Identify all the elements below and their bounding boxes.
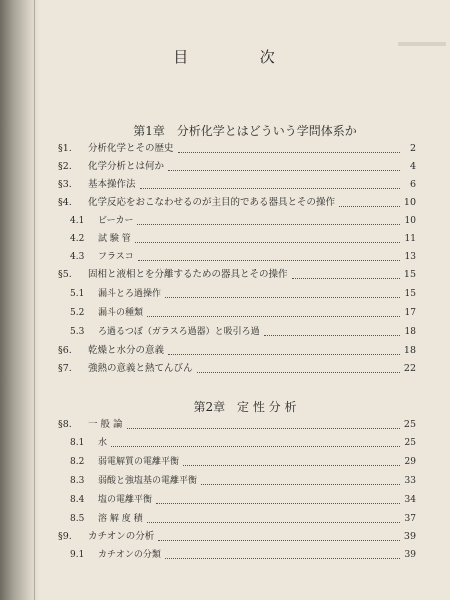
chapter-number: 第2章 xyxy=(193,400,226,414)
entry-number: 8.4 xyxy=(70,495,85,505)
entry-page: 2 xyxy=(409,143,416,154)
toc-subentry xyxy=(70,306,416,320)
entry-number: §8. xyxy=(58,419,72,430)
entry-number: 4.2 xyxy=(70,234,85,244)
entry-page: 33 xyxy=(404,476,416,486)
entry-title: 固相と液相とを分離するための器具とその操作 xyxy=(88,269,288,280)
entry-title: 基本操作法 xyxy=(88,179,136,190)
entry-title: 溶 解 度 積 xyxy=(98,514,143,524)
entry-page: 18 xyxy=(403,345,416,356)
toc-subentry xyxy=(70,548,416,562)
entry-number: 5.2 xyxy=(70,308,85,318)
entry-page: 39 xyxy=(403,531,416,542)
toc-entry xyxy=(58,160,416,174)
entry-title: カチオンの分析 xyxy=(88,531,155,542)
entry-title: ろ過るつぼ（ガラスろ過器）と吸引ろ過 xyxy=(98,327,260,337)
entry-number: 5.1 xyxy=(70,289,85,299)
toc-entry xyxy=(58,530,416,544)
entry-title: 一 般 論 xyxy=(88,419,123,430)
entry-page: 18 xyxy=(404,327,416,337)
entry-title: 漏斗の種類 xyxy=(98,308,144,318)
dot-leader xyxy=(127,427,400,429)
entry-number: 5.3 xyxy=(70,327,85,337)
toc-entry xyxy=(58,362,416,376)
entry-page: 11 xyxy=(404,234,416,244)
dot-leader xyxy=(178,151,400,153)
toc-entry xyxy=(58,142,416,156)
dot-leader xyxy=(339,205,400,207)
dot-leader xyxy=(140,187,400,189)
page-title-char-1: 目 xyxy=(173,48,191,66)
entry-number: §6. xyxy=(58,345,72,356)
entry-number: 8.3 xyxy=(70,476,85,486)
entry-page: 15 xyxy=(404,289,416,299)
entry-title: 水 xyxy=(98,438,108,448)
entry-page: 10 xyxy=(403,197,416,208)
toc-entry xyxy=(58,418,416,432)
dot-leader xyxy=(158,539,400,541)
entry-title: 漏斗とろ過操作 xyxy=(98,289,162,299)
entry-title: 強熱の意義と熱てんびん xyxy=(88,363,193,374)
page-title-char-2: 次 xyxy=(259,48,277,66)
entry-number: §9. xyxy=(58,531,72,542)
toc-subentry xyxy=(70,493,416,507)
toc-entry xyxy=(58,344,416,358)
toc-subentry xyxy=(70,325,416,339)
entry-page: 10 xyxy=(404,216,416,226)
entry-number: §5. xyxy=(58,269,72,280)
entry-number: §3. xyxy=(58,179,72,190)
toc-subentry xyxy=(70,474,416,488)
entry-page: 6 xyxy=(409,179,416,190)
entry-page: 34 xyxy=(404,495,416,505)
entry-page: 4 xyxy=(409,161,416,172)
dot-leader xyxy=(292,277,400,279)
entry-number: 4.3 xyxy=(70,252,85,262)
entry-number: 8.5 xyxy=(70,514,85,524)
dot-leader xyxy=(165,557,400,559)
dot-leader xyxy=(264,334,400,336)
entry-page: 17 xyxy=(404,308,416,318)
entry-title: フラスコ xyxy=(98,252,134,262)
entry-title: 化学反応をおこなわせるのが主目的である器具とその操作 xyxy=(88,197,336,208)
entry-title: 試 験 管 xyxy=(98,234,131,244)
toc-subentry xyxy=(70,214,416,228)
entry-title: カチオンの分類 xyxy=(98,550,161,560)
toc-subentry xyxy=(70,512,416,526)
entry-number: 9.1 xyxy=(70,550,85,560)
entry-number: 8.2 xyxy=(70,457,85,467)
dot-leader xyxy=(111,445,400,447)
entry-title: 乾燥と水分の意義 xyxy=(88,345,165,356)
dot-leader xyxy=(168,353,400,355)
dot-leader xyxy=(183,464,400,466)
entry-title: ビーカー xyxy=(98,216,134,226)
entry-title: 弱酸と強塩基の電離平衡 xyxy=(98,476,198,486)
dot-leader xyxy=(156,502,400,504)
entry-number: §1. xyxy=(58,143,72,154)
toc-subentry xyxy=(70,232,416,246)
toc-subentry xyxy=(70,287,416,301)
dot-leader xyxy=(135,241,400,243)
chapter-2-heading xyxy=(0,398,450,415)
dot-leader xyxy=(165,296,400,298)
entry-number: §4. xyxy=(58,197,72,208)
dot-leader xyxy=(147,315,400,317)
toc-subentry xyxy=(70,455,416,469)
toc-entry xyxy=(58,268,416,282)
binding-edge xyxy=(34,0,35,600)
entry-title: 塩の電離平衡 xyxy=(98,495,153,505)
entry-page: 37 xyxy=(404,514,416,524)
chapter-title: 定 性 分 析 xyxy=(237,400,297,414)
dot-leader xyxy=(168,169,400,171)
entry-number: §2. xyxy=(58,161,72,172)
page-title xyxy=(0,46,450,67)
dot-leader xyxy=(197,371,400,373)
chapter-1-heading xyxy=(0,122,450,139)
dot-leader xyxy=(138,259,400,261)
entry-title: 弱電解質の電離平衡 xyxy=(98,457,180,467)
entry-number: 8.1 xyxy=(70,438,85,448)
chapter-number: 第1章 xyxy=(133,124,165,138)
chapter-title: 分析化学とはどういう学問体系か xyxy=(176,124,357,138)
toc-entry xyxy=(58,178,416,192)
entry-page: 25 xyxy=(403,419,416,430)
toc-subentry xyxy=(70,436,416,450)
entry-title: 化学分析とは何か xyxy=(88,161,165,172)
dot-leader xyxy=(147,521,400,523)
entry-number: §7. xyxy=(58,363,72,374)
toc-entry xyxy=(58,196,416,210)
entry-page: 15 xyxy=(403,269,416,280)
entry-page: 25 xyxy=(404,438,416,448)
dot-leader xyxy=(137,223,400,225)
entry-page: 39 xyxy=(404,550,416,560)
dot-leader xyxy=(201,483,400,485)
toc-subentry xyxy=(70,250,416,264)
entry-page: 29 xyxy=(404,457,416,467)
entry-number: 4.1 xyxy=(70,216,85,226)
entry-title: 分析化学とその歴史 xyxy=(88,143,174,154)
entry-page: 13 xyxy=(404,252,416,262)
entry-page: 22 xyxy=(403,363,416,374)
